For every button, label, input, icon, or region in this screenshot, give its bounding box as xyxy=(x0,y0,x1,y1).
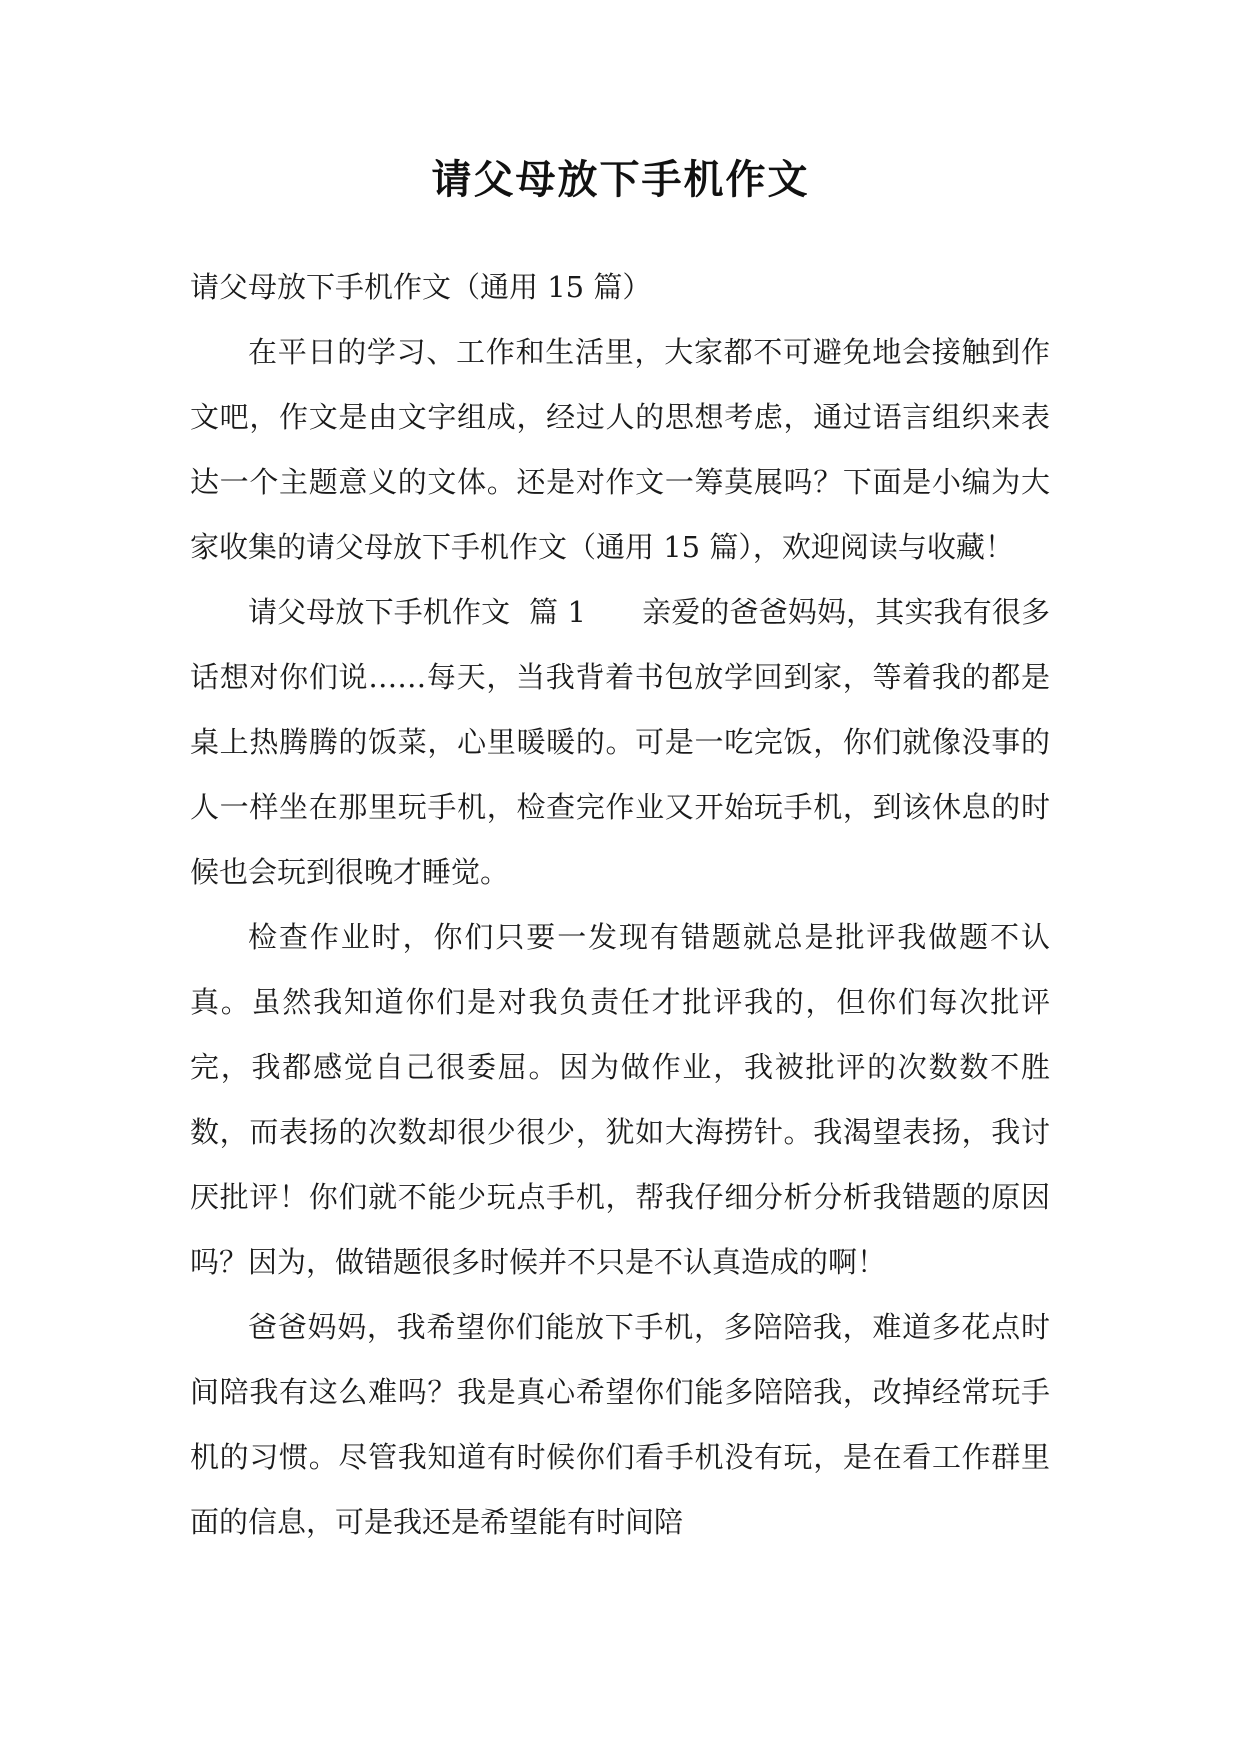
section-1-paragraph xyxy=(190,580,1050,905)
document-body xyxy=(190,255,1050,1555)
document-title: 请父母放下手机作文 xyxy=(431,156,810,203)
intro-paragraph: 在平日的学习、工作和生活里，大家都不可避免地会接触到作文吧，作文是由文字组成，经过人的思想考虑，通过语言组织来表达一个主题意义的文体。还是对作文一筹莫展吗？下面是小编为大家收集的请父母放下手机作文（通用 15 篇），欢迎阅读与收藏！ xyxy=(190,335,1050,564)
section-1-text: 亲爱的爸爸妈妈，其实我有很多话想对你们说……每天，当我背着书包放学回到家，等着我的都是桌上热腾腾的饭菜，心里暖暖的。可是一吃完饭，你们就像没事的人一样坐在那里玩手机，检查完作业又开始玩手机，到该休息的时候也会玩到很晚才睡觉。 xyxy=(190,595,1050,889)
body-paragraph-3: 爸爸妈妈，我希望你们能放下手机，多陪陪我，难道多花点时间陪我有这么难吗？我是真心希望你们能多陪陪我，改掉经常玩手机的习惯。尽管我知道有时候你们看手机没有玩，是在看工作群里面的信息，可是我还是希望能有时间陪 xyxy=(190,1310,1050,1539)
section-1-heading: 请父母放下手机作文 篇 1 xyxy=(248,595,643,629)
document-subtitle: 请父母放下手机作文（通用 15 篇） xyxy=(190,270,652,304)
body-paragraph-2: 检查作业时，你们只要一发现有错题就总是批评我做题不认真。虽然我知道你们是对我负责任才批评我的，但你们每次批评完，我都感觉自己很委屈。因为做作业，我被批评的次数数不胜数，而表扬的次数却很少很少，犹如大海捞针。我渴望表扬，我讨厌批评！你们就不能少玩点手机，帮我仔细分析分析我错题的原因吗？因为，做错题很多时候并不只是不认真造成的啊！ xyxy=(190,920,1050,1279)
